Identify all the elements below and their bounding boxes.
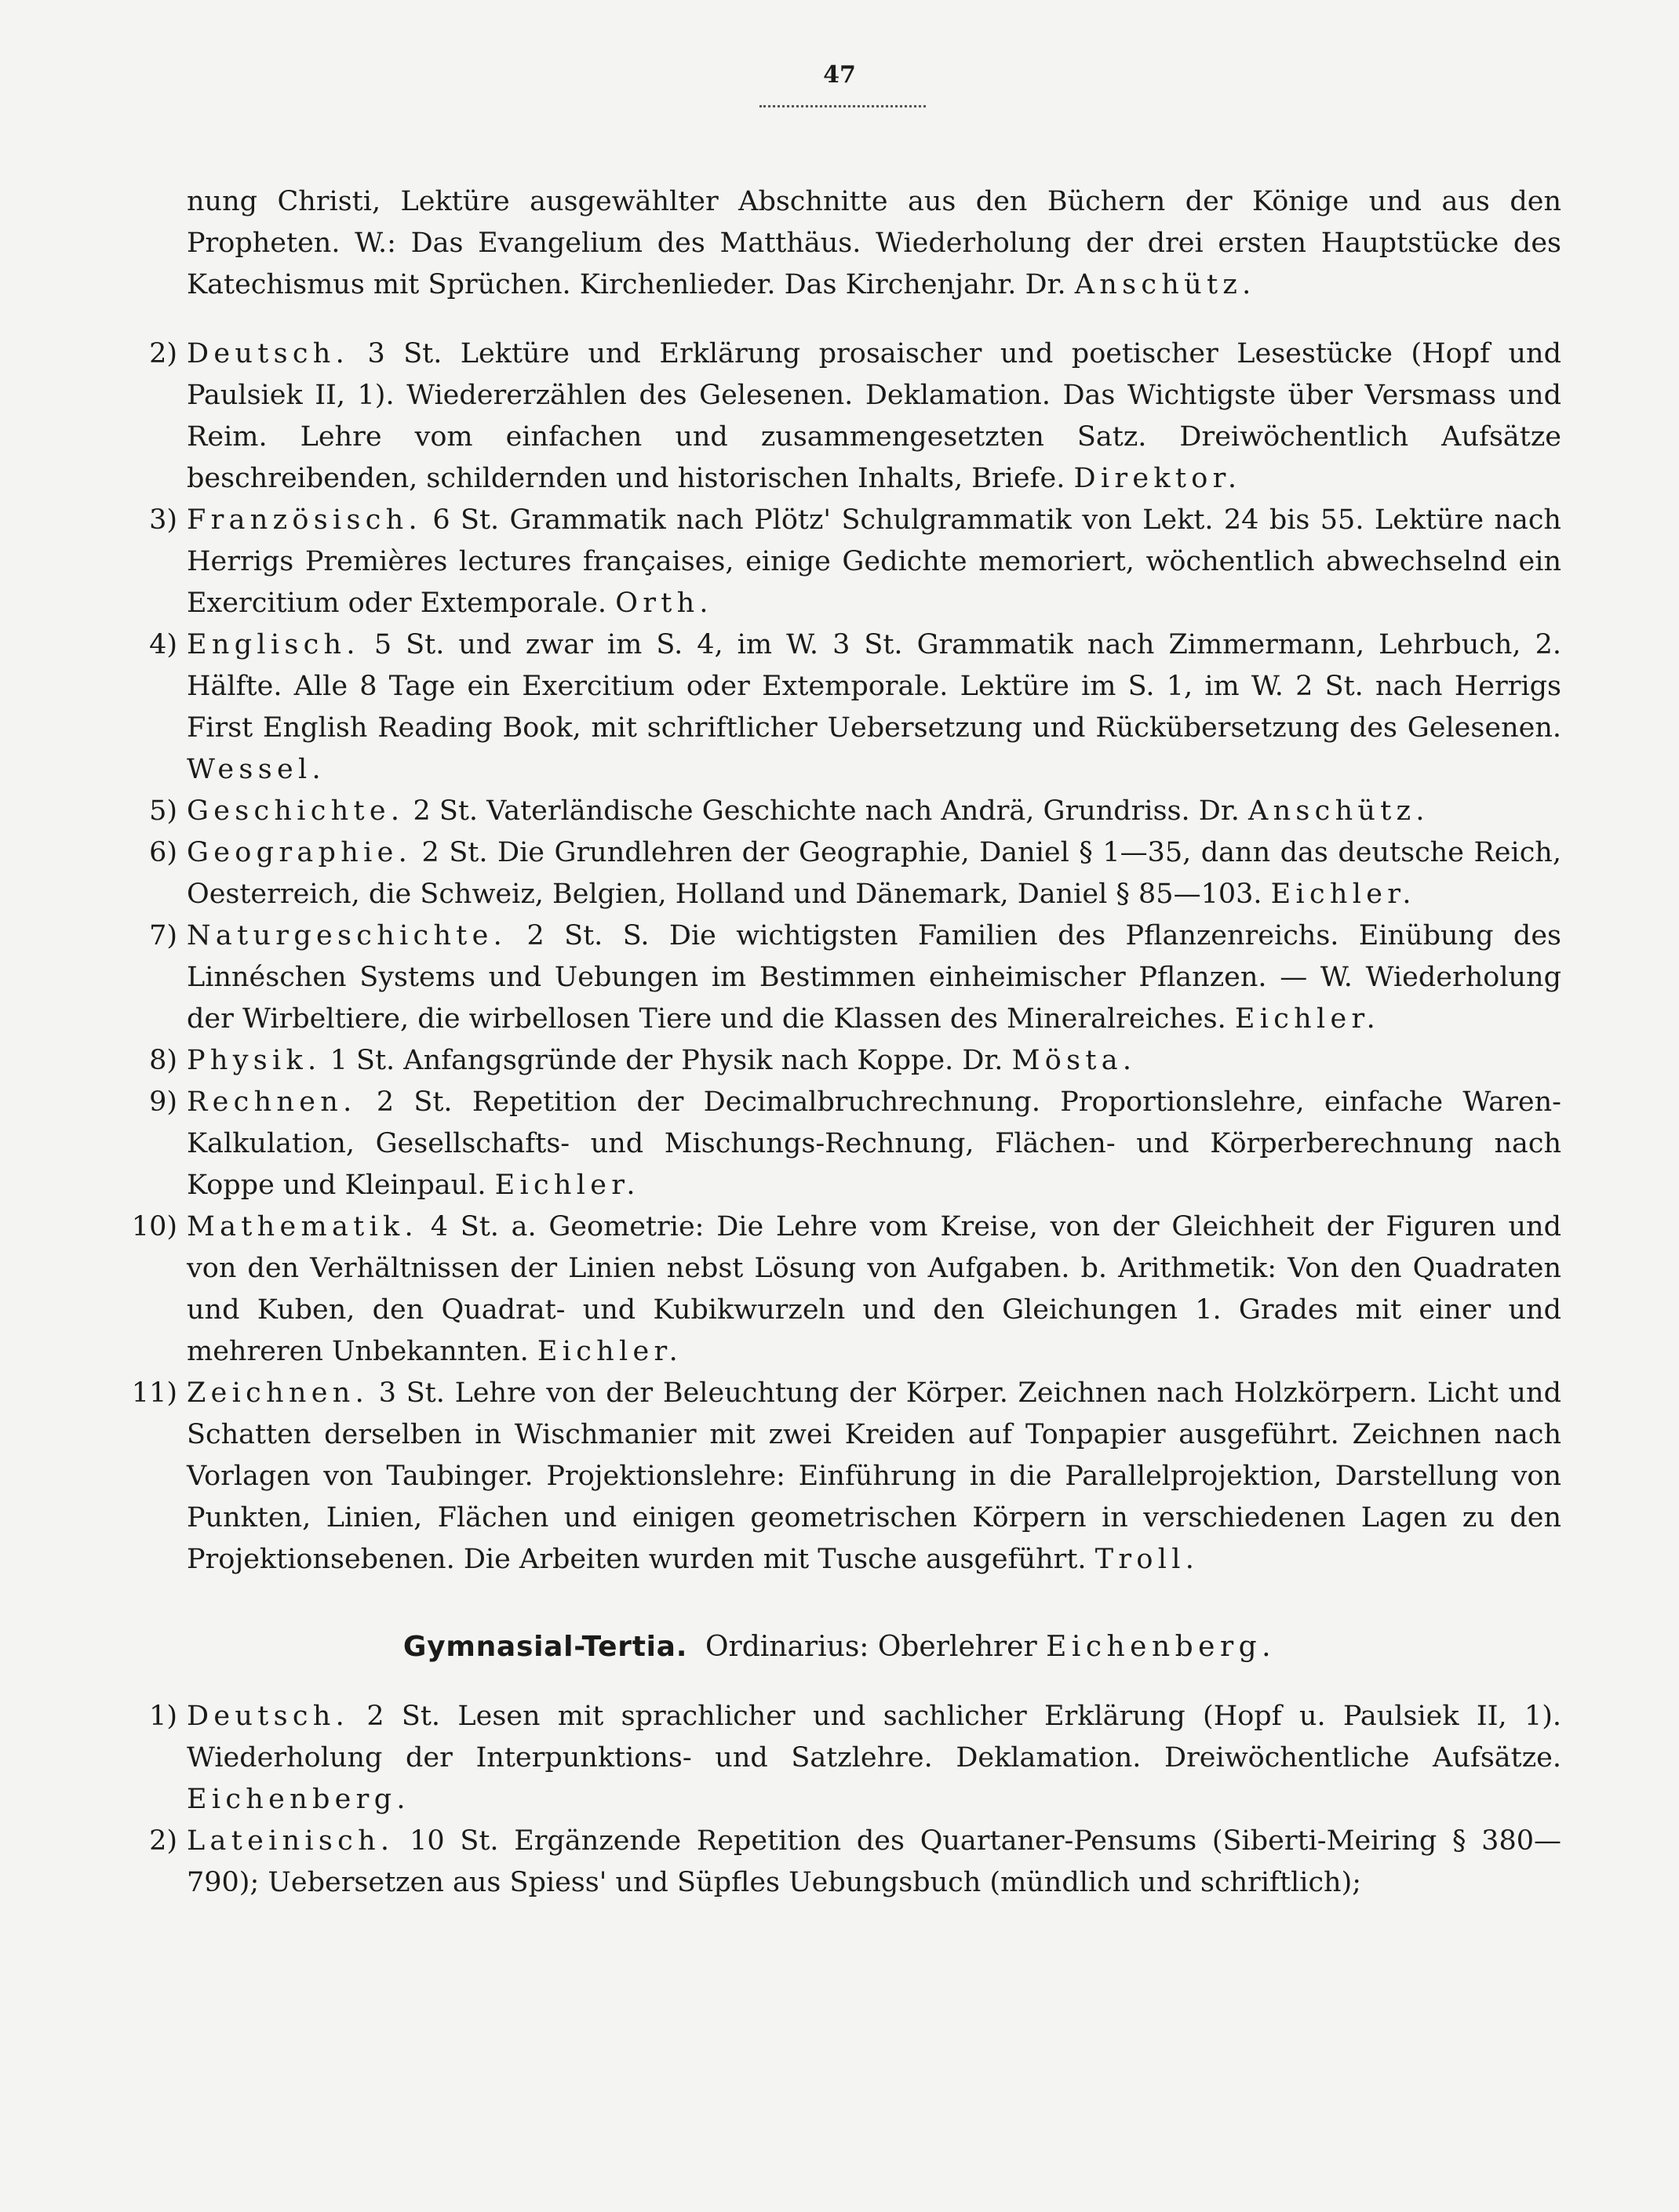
- item-content: [187, 1696, 1561, 1821]
- item-text: 6 St. Grammatik nach Plötz' Schulgrammatik von Lekt. 24 bis 55. Lektüre nach Herrigs Premières lectures françaises, einige Gedichte memoriert, wöchentlich abwechselnd ein Exercitium oder Extemporale.: [187, 504, 1561, 619]
- item-teacher: Wessel.: [187, 754, 326, 785]
- item-text: 2 St. Die Grundlehren der Geographie, Daniel § 1—35, dann das deutsche Reich, Oesterreich, die Schweiz, Belgien, Holland und Dänemark, Daniel § 85—103.: [187, 837, 1561, 910]
- item-teacher: Eichler.: [1234, 1003, 1381, 1035]
- item-text: 2 St. Lesen mit sprachlicher und sachlicher Erklärung (Hopf u. Paulsiek II, 1). Wiederholung der Interpunktions- und Satzlehre. Deklamation. Dreiwöchentliche Aufsätze.: [187, 1701, 1561, 1774]
- item-text: 10 St. Ergänzende Repetition des Quartaner-Pensums (Siberti-Meiring § 380—790); Uebersetzen aus Spiess' und Süpfles Uebungsbuch (mündlich und schriftlich);: [187, 1825, 1561, 1898]
- item-content: [187, 1040, 1561, 1082]
- item-number: 9): [149, 1086, 177, 1118]
- item-content: [187, 1206, 1561, 1373]
- list-item: [118, 1373, 1561, 1581]
- item-subject: Französisch.: [187, 504, 422, 536]
- list-item: [118, 624, 1561, 791]
- item-text: 3 St. Lehre von der Beleuchtung der Körper. Zeichnen nach Holzkörpern. Licht und Schatten derselben in Wischmanier mit zwei Kreiden auf Tonpapier ausgeführt. Zeichnen nach Vorlagen von Taubinger. Projektionslehre: Einführung in die Parallelprojektion, Darstellung von Punkten, Linien, Flächen und einigen geometrischen Körpern in verschiedenen Lagen zu den Projektionsebenen. Die Arbeiten wurden mit Tusche ausgeführt.: [187, 1377, 1561, 1575]
- item-content: [187, 1821, 1561, 1904]
- ordinarius-name: Eichenberg.: [1046, 1631, 1277, 1663]
- item-subject: Physik.: [187, 1045, 322, 1076]
- item-number: 11): [131, 1377, 177, 1409]
- item-subject: Geographie.: [187, 837, 413, 868]
- item-teacher: Eichenberg.: [187, 1784, 410, 1815]
- item-subject: Zeichnen.: [187, 1377, 369, 1409]
- item-text: 2 St. Vaterländische Geschichte nach Andrä, Grundriss. Dr.: [413, 795, 1240, 827]
- body-text: [118, 154, 1561, 1904]
- item-subject: Rechnen.: [187, 1086, 357, 1118]
- item-teacher: Troll.: [1094, 1544, 1200, 1575]
- page-number: 47: [823, 61, 856, 89]
- item-content: [187, 1373, 1561, 1581]
- item-teacher: Eichler.: [494, 1170, 640, 1201]
- item-number: 10): [131, 1211, 177, 1242]
- list-item: [118, 1206, 1561, 1373]
- item-text: 2 St. S. Die wichtigsten Familien des Pflanzenreichs. Einübung des Linnéschen Systems und Uebungen im Bestimmen einheimischer Pflanzen. — W. Wiederholung der Wirbeltiere, die wirbellosen Tiere und die Klassen des Mineralreiches.: [187, 920, 1561, 1035]
- item-number: 1): [149, 1701, 177, 1732]
- item-number: 4): [149, 629, 177, 660]
- item-content: [187, 915, 1561, 1040]
- list-item: [118, 915, 1561, 1040]
- section1-list: [118, 333, 1561, 1581]
- item-subject: Englisch.: [187, 629, 360, 660]
- section-heading: [118, 1626, 1561, 1668]
- item-number: 7): [149, 920, 177, 951]
- item-teacher: Direktor.: [1073, 463, 1242, 494]
- item-subject: Geschichte.: [187, 795, 405, 827]
- list-item: [118, 832, 1561, 915]
- item-content: [187, 791, 1561, 832]
- section-title: Gymnasial-Tertia.: [402, 1631, 688, 1663]
- item-number: 2): [149, 338, 177, 369]
- item-text: 1 St. Anfangsgründe der Physik nach Koppe. Dr.: [330, 1045, 1003, 1076]
- list-item: [118, 1040, 1561, 1082]
- list-item: [118, 791, 1561, 832]
- item-content: [187, 500, 1561, 624]
- item-subject: Naturgeschichte.: [187, 920, 508, 951]
- item-subject: Deutsch.: [187, 338, 350, 369]
- item-text: 3 St. Lektüre und Erklärung prosaischer und poetischer Lesestücke (Hopf und Paulsiek II, 1). Wiedererzählen des Gelesenen. Deklamation. Das Wichtigste über Versmass und Reim. Lehre vom einfachen und zusammengesetzten Satz. Dreiwöchentlich Aufsätze beschreibenden, schildernden und historischen Inhalts, Briefe.: [187, 338, 1561, 494]
- item-subject: Lateinisch.: [187, 1825, 395, 1857]
- item-subject: Deutsch.: [187, 1701, 350, 1732]
- item-number: 8): [149, 1045, 177, 1076]
- ordinarius-label: Ordinarius: Oberlehrer: [705, 1631, 1037, 1663]
- list-item: [118, 333, 1561, 500]
- item-content: [187, 1082, 1561, 1206]
- item-subject: Mathematik.: [187, 1211, 418, 1242]
- item-number: 2): [149, 1825, 177, 1857]
- item-teacher: Anschütz.: [1248, 795, 1430, 827]
- item-content: [187, 832, 1561, 915]
- item-number: 5): [149, 795, 177, 827]
- item-teacher: Orth.: [615, 588, 713, 619]
- item-number: 3): [149, 504, 177, 536]
- item-teacher: Mösta.: [1011, 1045, 1137, 1076]
- item-text: 5 St. und zwar im S. 4, im W. 3 St. Grammatik nach Zimmermann, Lehrbuch, 2. Hälfte. Alle 8 Tage ein Exercitium oder Extemporale. Lektüre im S. 1, im W. 2 St. nach Herrigs First English Reading Book, mit schriftlicher Uebersetzung und Rückübersetzung des Gelesenen.: [187, 629, 1561, 744]
- list-item: [118, 1821, 1561, 1904]
- page-number-rule: [759, 105, 926, 107]
- list-item: [118, 500, 1561, 624]
- section2-list: [118, 1696, 1561, 1904]
- item-number: 6): [149, 837, 177, 868]
- item-text: 2 St. Repetition der Decimalbruchrechnung. Proportionslehre, einfache Waren-Kalkulation, Gesellschafts- und Mischungs-Rechnung, Flächen- und Körperberechnung nach Koppe und Kleinpaul.: [187, 1086, 1561, 1201]
- intro-teacher: Anschütz.: [1074, 269, 1256, 300]
- item-teacher: Eichler.: [1270, 879, 1416, 910]
- list-item: [118, 1082, 1561, 1206]
- item-teacher: Eichler.: [537, 1336, 683, 1367]
- item-content: [187, 333, 1561, 500]
- list-item: [118, 1696, 1561, 1821]
- intro-paragraph: [118, 181, 1561, 306]
- item-content: [187, 624, 1561, 791]
- intro-text: nung Christi, Lektüre ausgewählter Abschnitte aus den Büchern der Könige und aus den Propheten. W.: Das Evangelium des Matthäus. Wiederholung der drei ersten Hauptstücke des Katechismus mit Sprüchen. Kirchenlieder. Das Kirchenjahr. Dr.: [187, 186, 1561, 300]
- item-text: 4 St. a. Geometrie: Die Lehre vom Kreise, von der Gleichheit der Figuren und von den Verhältnissen der Linien nebst Lösung von Aufgaben. b. Arithmetik: Von den Quadraten und Kuben, den Quadrat- und Kubikwurzeln und den Gleichungen 1. Grades mit einer und mehreren Unbekannten.: [187, 1211, 1561, 1367]
